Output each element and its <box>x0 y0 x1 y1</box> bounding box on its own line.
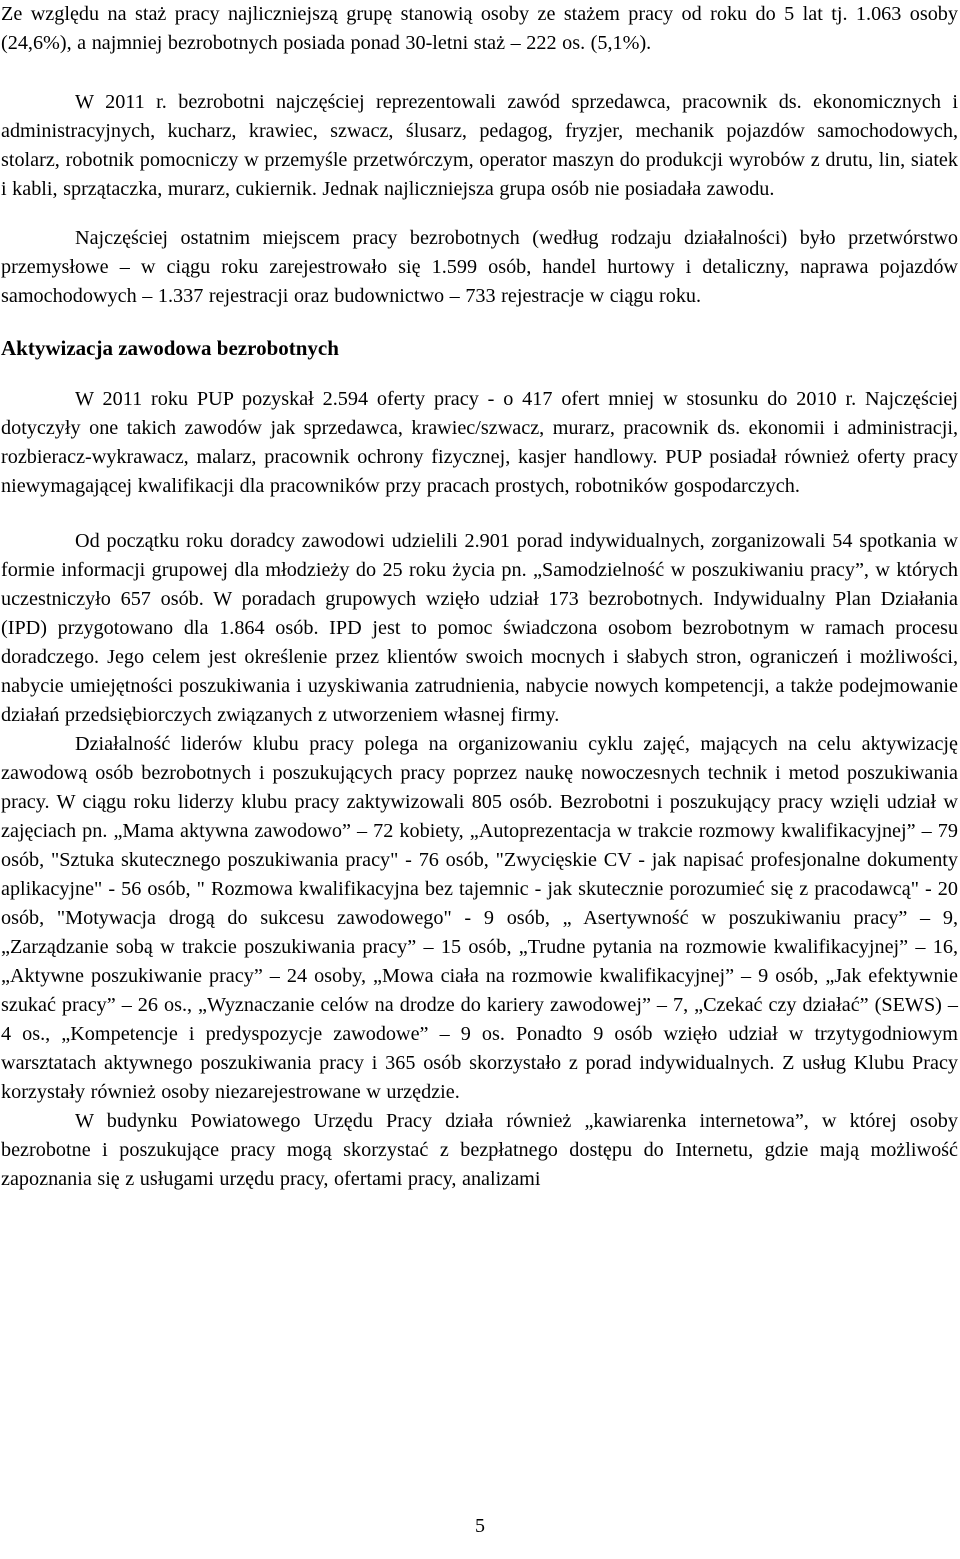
section-heading: Aktywizacja zawodowa bezrobotnych <box>1 336 339 360</box>
paragraph-oferty-pracy: W 2011 roku PUP pozyskał 2.594 oferty pracy - o 417 ofert mniej w stosunku do 2010 r. Najczęściej dotyczyły one takich zawodów jak sprzedawca, krawiec/szwacz, murarz, pracownik ds. ekonomii i administracji, rozbieracz-wykrawacz, malarz, pracownik ochrony fizycznej, kasjer handlowy. PUP posiadał również oferty pracy niewymagającej kwalifikacji dla pracowników przy pracach prostych, robotników gospodarczych. <box>1 388 958 497</box>
page-number: 5 <box>475 1515 485 1537</box>
paragraph-ostatnie-miejsce-pracy: Najczęściej ostatnim miejscem pracy bezrobotnych (według rodzaju działalności) było przetwórstwo przemysłowe – w ciągu roku zarejestrowało się 1.599 osób, handel hurtowy i detaliczny, naprawa pojazdów samochodowych – 1.337 rejestracji oraz budownictwo – 733 rejestracje w ciągu roku. <box>1 227 958 307</box>
paragraph-kawiarenka-internetowa: W budynku Powiatowego Urzędu Pracy działa również „kawiarenka internetowa”, w której osoby bezrobotne i poszukujące pracy mogą skorzystać z bezpłatnego dostępu do Internetu, gdzie mają możliwość zapoznania się z usługami urzędu pracy, ofertami pracy, analizami <box>1 1110 958 1190</box>
paragraph-doradcy-zawodowi: Od początku roku doradcy zawodowi udzielili 2.901 porad indywidualnych, zorganizowali 54 spotkania w formie informacji grupowej dla młodzieży do 25 roku życia pn. „Samodzielność w poszukiwaniu pracy”, w których uczestniczyło 657 osób. W poradach grupowych wzięło udział 173 bezrobotnych. Indywidualny Plan Działania (IPD) przygotowano dla 1.864 osób. IPD jest to pomoc świadczona osobom bezrobotnym w ramach procesu doradczego. Jego celem jest określenie przez klientów swoich mocnych i słabych stron, ograniczeń i możliwości, nabycie umiejętności poszukiwania i uzyskiwania zatrudnienia, nabycie nowych kompetencji, a także podejmowanie działań przedsiębiorczych związanych z utworzeniem własnej firmy. <box>1 530 958 726</box>
paragraph-staz-pracy: Ze względu na staż pracy najliczniejszą grupę stanowią osoby ze stażem pracy od roku do 5 lat tj. 1.063 osoby (24,6%), a najmniej bezrobotnych posiada ponad 30-letni staż – 222 os. (5,1%). <box>1 3 958 54</box>
paragraph-zawody: W 2011 r. bezrobotni najczęściej reprezentowali zawód sprzedawca, pracownik ds. ekonomicznych i administracyjnych, kucharz, krawiec, szwacz, ślusarz, pedagog, fryzjer, mechanik pojazdów samochodowych, stolarz, robotnik pomocniczy w przemyśle przetwórczym, operator maszyn do produkcji wyrobów z drutu, lin, siatek i kabli, sprzątaczka, murarz, cukiernik. Jednak najliczniejsza grupa osób nie posiadała zawodu. <box>1 91 958 200</box>
paragraph-klub-pracy: Działalność liderów klubu pracy polega na organizowaniu cyklu zajęć, mających na celu aktywizację zawodową osób bezrobotnych i poszukujących pracy poprzez naukę nowoczesnych technik i metod poszukiwania pracy. W ciągu roku liderzy klubu pracy zaktywizowali 805 osób. Bezrobotni i poszukujący pracy wzięli udział w zajęciach pn. „Mama aktywna zawodowo” – 72 kobiety, „Autoprezentacja w trakcie rozmowy kwalifikacyjnej” – 79 osób, "Sztuka skutecznego poszukiwania pracy" - 76 osób, "Zwycięskie CV - jak napisać profesjonalne dokumenty aplikacyjne" - 56 osób, " Rozmowa kwalifikacyjna bez tajemnic - jak skutecznie porozumieć się z pracodawcą" - 20 osób, "Motywacja drogą do sukcesu zawodowego" - 9 osób, „ Asertywność w poszukiwaniu pracy” – 9, „Zarządzanie sobą w trakcie poszukiwania pracy” – 15 osób, „Trudne pytania na rozmowie kwalifikacyjnej” – 16, „Aktywne poszukiwanie pracy” – 24 osoby, „Mowa ciała na rozmowie kwalifikacyjnej” – 9 osób, „Jak efektywnie szukać pracy” – 26 os., „Wyznaczanie celów na drodze do kariery zawodowej” – 7, „Czekać czy działać” (SEWS) – 4 os., „Kompetencje i predyspozycje zawodowe” – 9 os. Ponadto 9 osób wzięło udział w trzytygodniowym warsztatach aktywnego poszukiwania pracy i 365 osób skorzystało z porad indywidualnych. Z usług Klubu Pracy korzystały również osoby niezarejestrowane w urzędzie. <box>1 733 958 1103</box>
